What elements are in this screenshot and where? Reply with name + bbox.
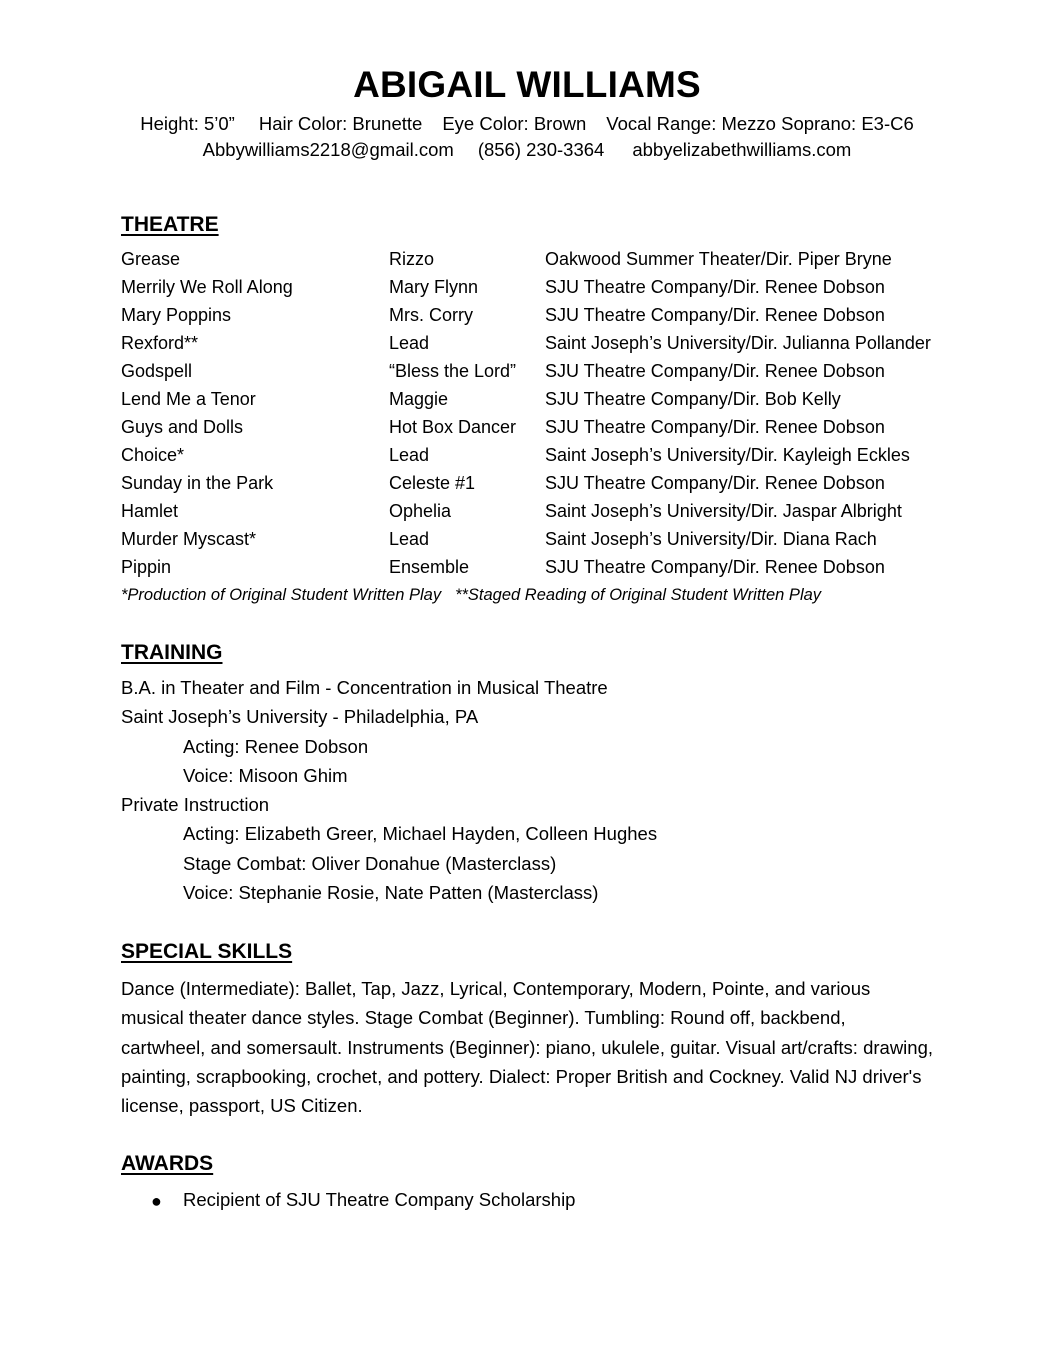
credit-role: Celeste #1 bbox=[389, 473, 476, 493]
credit-show: Grease bbox=[121, 249, 181, 269]
credit-company: Saint Joseph’s University/Dir. Julianna Pollander bbox=[545, 333, 931, 353]
credit-role: Hot Box Dancer bbox=[389, 417, 517, 437]
training-private-acting: Acting: Elizabeth Greer, Michael Hayden, Colleen Hughes bbox=[183, 823, 658, 844]
hair-color-text: Hair Color: Brunette bbox=[258, 113, 423, 134]
credit-row bbox=[0, 501, 1054, 529]
credit-show: Sunday in the Park bbox=[121, 473, 274, 493]
credit-show: Rexford** bbox=[121, 333, 199, 353]
skills-paragraph: Dance (Intermediate): Ballet, Tap, Jazz, Lyrical, Contemporary, Modern, Pointe, and various musical theater dance styles. Stage Combat (Beginner). Tumbling: Round off, backbend, cartwheel, and somersault. Instruments (Beginner): piano, ukulele, guitar. Visual art/crafts: drawing, painting, scrapbooking, crochet, and pottery. Dialect: Proper British and Cockney. Valid NJ driver's license, passport, US Citizen. bbox=[121, 978, 934, 1117]
credit-show: Choice* bbox=[121, 445, 185, 465]
credit-show: Pippin bbox=[121, 557, 172, 577]
awards-heading: AWARDS bbox=[121, 1152, 214, 1175]
credit-role: “Bless the Lord” bbox=[389, 361, 517, 381]
footnote-double: **Staged Reading of Original Student Written Play bbox=[455, 586, 822, 604]
credit-row bbox=[0, 445, 1054, 473]
theatre-footnote bbox=[121, 586, 821, 605]
training-school: Saint Joseph’s University - Philadelphia, PA bbox=[121, 706, 479, 727]
credit-role: Mary Flynn bbox=[389, 277, 479, 297]
credit-show: Murder Myscast* bbox=[121, 529, 257, 549]
credit-company: Saint Joseph’s University/Dir. Diana Rach bbox=[545, 529, 877, 549]
credit-company: SJU Theatre Company/Dir. Bob Kelly bbox=[545, 389, 841, 409]
vocal-range-text: Vocal Range: Mezzo Soprano: E3-C6 bbox=[606, 113, 914, 134]
credit-show: Merrily We Roll Along bbox=[121, 277, 293, 297]
email-text: Abbywilliams2218@gmail.com bbox=[202, 139, 454, 160]
credit-company: SJU Theatre Company/Dir. Renee Dobson bbox=[545, 305, 885, 325]
resume-name: ABIGAIL WILLIAMS bbox=[353, 64, 701, 105]
credit-show: Lend Me a Tenor bbox=[121, 389, 256, 409]
credit-role: Lead bbox=[389, 445, 430, 465]
credit-row bbox=[0, 417, 1054, 445]
credit-company: SJU Theatre Company/Dir. Renee Dobson bbox=[545, 557, 885, 577]
credit-role: Lead bbox=[389, 529, 430, 549]
theatre-heading: THEATRE bbox=[121, 213, 219, 236]
credit-role: Ensemble bbox=[389, 557, 470, 577]
credit-row bbox=[0, 361, 1054, 389]
credit-row bbox=[0, 249, 1054, 277]
footnote-single: *Production of Original Student Written Play bbox=[121, 586, 442, 604]
credit-show: Mary Poppins bbox=[121, 305, 232, 325]
contact-line bbox=[0, 139, 1054, 161]
credit-company: Saint Joseph’s University/Dir. Jaspar Albright bbox=[545, 501, 902, 521]
stats-line bbox=[0, 113, 1054, 135]
training-heading: TRAINING bbox=[121, 641, 223, 664]
credit-row bbox=[0, 389, 1054, 417]
bullet-icon: ● bbox=[151, 1191, 162, 1211]
credit-row bbox=[0, 473, 1054, 501]
height-text: Height: 5’0” bbox=[140, 113, 235, 134]
credit-show: Hamlet bbox=[121, 501, 179, 521]
phone-text: (856) 230-3364 bbox=[477, 139, 605, 160]
credit-show: Godspell bbox=[121, 361, 193, 381]
credit-role: Mrs. Corry bbox=[389, 305, 473, 325]
credit-company: SJU Theatre Company/Dir. Renee Dobson bbox=[545, 361, 885, 381]
training-private-combat: Stage Combat: Oliver Donahue (Masterclass) bbox=[183, 853, 557, 874]
credit-role: Maggie bbox=[389, 389, 449, 409]
training-degree: B.A. in Theater and Film - Concentration in Musical Theatre bbox=[121, 677, 608, 698]
credit-company: Oakwood Summer Theater/Dir. Piper Bryne bbox=[545, 249, 892, 269]
credit-company: SJU Theatre Company/Dir. Renee Dobson bbox=[545, 417, 885, 437]
credit-row bbox=[0, 557, 1054, 585]
credit-show: Guys and Dolls bbox=[121, 417, 244, 437]
training-private-voice: Voice: Stephanie Rosie, Nate Patten (Masterclass) bbox=[183, 882, 599, 903]
credit-row bbox=[0, 305, 1054, 333]
credit-role: Lead bbox=[389, 333, 430, 353]
training-private-label: Private Instruction bbox=[121, 794, 270, 815]
eye-color-text: Eye Color: Brown bbox=[442, 113, 587, 134]
credit-company: Saint Joseph’s University/Dir. Kayleigh Eckles bbox=[545, 445, 910, 465]
training-school-voice: Voice: Misoon Ghim bbox=[183, 765, 348, 786]
award-item: Recipient of SJU Theatre Company Scholarship bbox=[183, 1189, 576, 1210]
credit-row bbox=[0, 277, 1054, 305]
credit-role: Ophelia bbox=[389, 501, 452, 521]
credit-row bbox=[0, 529, 1054, 557]
website-text: abbyelizabethwilliams.com bbox=[632, 139, 852, 160]
skills-heading: SPECIAL SKILLS bbox=[121, 940, 293, 963]
credit-company: SJU Theatre Company/Dir. Renee Dobson bbox=[545, 473, 885, 493]
credit-role: Rizzo bbox=[389, 249, 435, 269]
credit-row bbox=[0, 333, 1054, 361]
credit-company: SJU Theatre Company/Dir. Renee Dobson bbox=[545, 277, 885, 297]
training-school-acting: Acting: Renee Dobson bbox=[183, 736, 369, 757]
